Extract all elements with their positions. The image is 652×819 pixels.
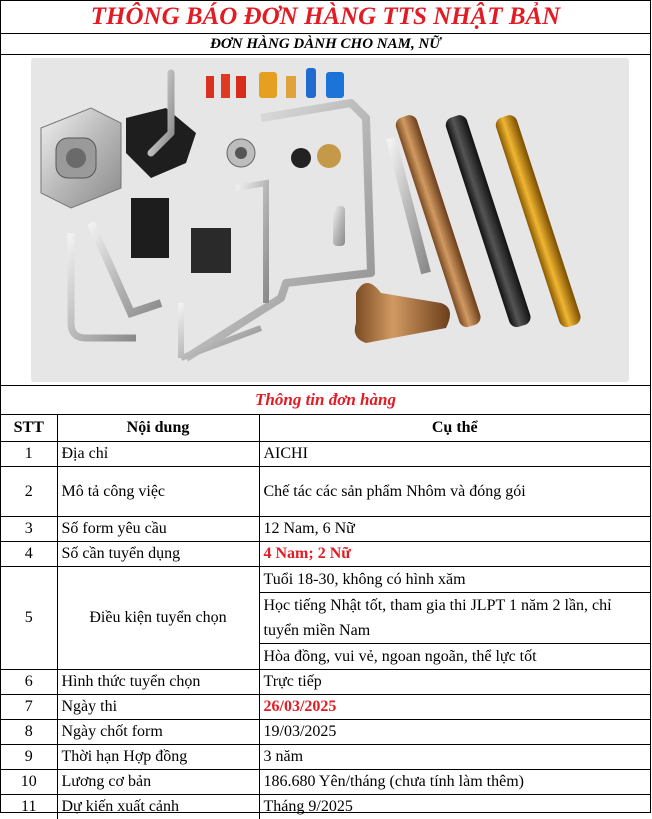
row-stt: 5 [1,567,57,670]
row-label: Thời hạn Hợp đồng [57,745,259,770]
table-row [1,770,650,795]
row-label: Ngày chốt form [57,720,259,745]
row-value-list [259,567,650,670]
condition-item: Tuổi 18-30, không có hình xăm [263,571,466,588]
page-title: THÔNG BÁO ĐƠN HÀNG TTS NHẬT BẢN [1,1,650,34]
table-row [1,745,650,770]
row-label: Mô tả công việc [57,467,259,517]
table-row [1,720,650,745]
row-label: Ngày thi [57,695,259,720]
table-row [1,567,650,670]
table-row [1,442,650,467]
table-row [1,795,650,819]
row-label: Hình thức tuyển chọn [57,670,259,695]
row-stt: 8 [1,720,57,745]
row-stt: 10 [1,770,57,795]
header-detail: Cụ thể [259,415,650,442]
row-value: 3 năm [259,745,650,770]
row-stt: 1 [1,442,57,467]
condition-item: Học tiếng Nhật tốt, tham gia thi JLPT 1 năm 2 lần, chỉ tuyển miền Nam [260,592,651,643]
aluminum-products-photo [31,58,629,382]
row-label: Số cần tuyển dụng [57,542,259,567]
header-content: Nội dung [57,415,259,442]
row-stt: 4 [1,542,57,567]
row-label: Dự kiến xuất cảnh [57,795,259,819]
row-stt: 7 [1,695,57,720]
row-label: Địa chỉ [57,442,259,467]
row-label: Số form yêu cầu [57,517,259,542]
header-stt: STT [1,415,57,442]
order-info-table [1,415,650,819]
row-value: 12 Nam, 6 Nữ [259,517,650,542]
table-row [1,542,650,567]
row-label: Lương cơ bản [57,770,259,795]
row-stt: 9 [1,745,57,770]
row-stt: 2 [1,467,57,517]
table-header-row [1,415,650,442]
condition-item: Hòa đồng, vui vẻ, ngoan ngoãn, thể lực tốt [260,643,651,669]
row-value-highlight: 26/03/2025 [259,695,650,720]
aluminum-parts-illustration [31,58,629,382]
table-row [1,467,650,517]
row-value-highlight: 4 Nam; 2 Nữ [259,542,650,567]
page-subtitle: ĐƠN HÀNG DÀNH CHO NAM, NỮ [1,34,650,55]
table-row [1,517,650,542]
product-photo-cell [1,55,650,386]
row-value: 186.680 Yên/tháng (chưa tính làm thêm) [259,770,650,795]
row-value: AICHI [259,442,650,467]
row-value: Tháng 9/2025 [259,795,650,819]
row-value: Chế tác các sản phẩm Nhôm và đóng gói [259,467,650,517]
row-stt: 11 [1,795,57,819]
row-label: Điều kiện tuyển chọn [57,567,259,670]
row-stt: 3 [1,517,57,542]
section-title: Thông tin đơn hàng [1,386,650,415]
row-stt: 6 [1,670,57,695]
table-row [1,695,650,720]
row-value: Trực tiếp [259,670,650,695]
table-row [1,670,650,695]
row-value: 19/03/2025 [259,720,650,745]
